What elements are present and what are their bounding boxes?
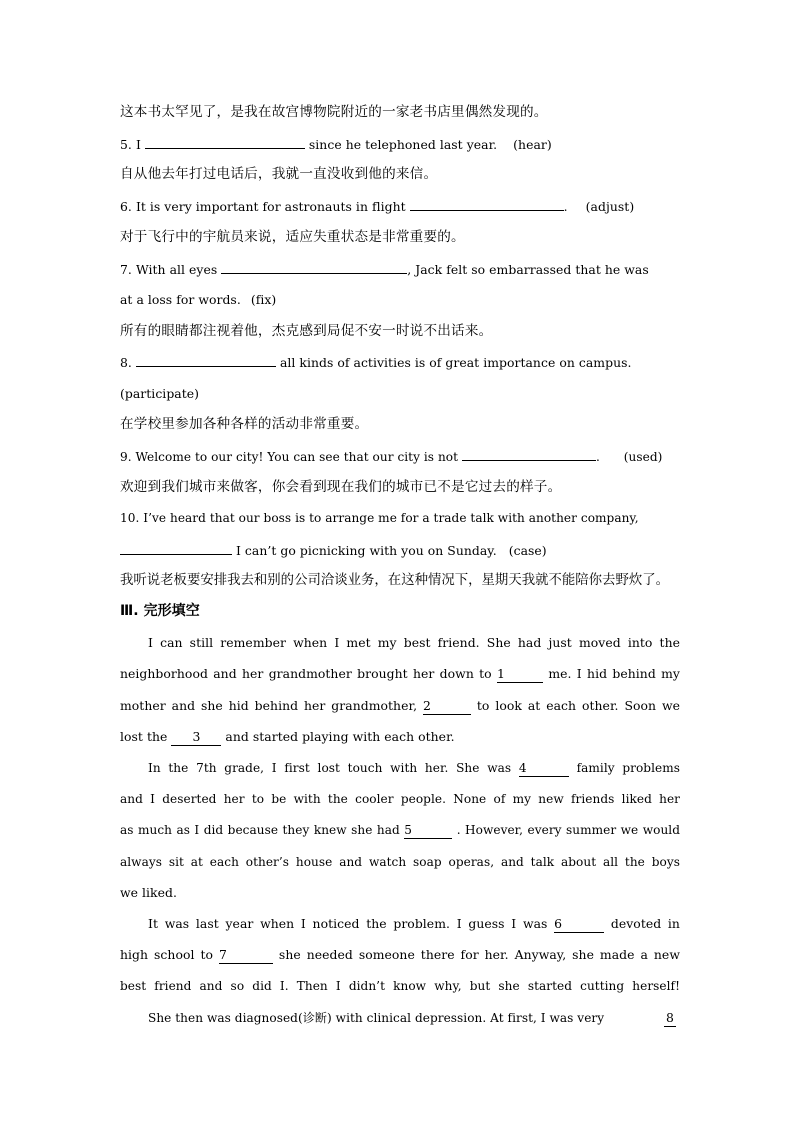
cloze-blank-6[interactable]: 6 bbox=[554, 916, 604, 933]
item-6-translation: 对于飞行中的宇航员来说，适应失重状态是非常重要的。 bbox=[120, 229, 465, 245]
passage-line bbox=[148, 760, 680, 777]
item-number: 9. bbox=[120, 450, 132, 464]
passage-line: best friend and so did I. Then I didn’t know why, but she started cutting herself! bbox=[120, 979, 680, 993]
item-8-hint: (participate) bbox=[120, 386, 200, 401]
passage-line bbox=[120, 947, 680, 964]
item-suffix: . bbox=[595, 450, 600, 464]
passage-text: family problems bbox=[576, 761, 680, 775]
item-number: 10. bbox=[120, 511, 140, 525]
passage-line: I can still remember when I met my best friend. She had just moved into the bbox=[148, 635, 680, 650]
item-number: 6. bbox=[120, 199, 132, 214]
item-prefix: Welcome to our city! You can see that our city is not bbox=[135, 450, 459, 464]
item-hint: (hear) bbox=[513, 137, 552, 152]
item-hint: (fix) bbox=[250, 292, 277, 307]
passage-text: In the 7th grade, I first lost touch with her. She was bbox=[148, 761, 512, 775]
item-number: 8. bbox=[120, 355, 132, 370]
item-8-translation: 在学校里参加各种各样的活动非常重要。 bbox=[120, 416, 369, 432]
passage-text: and started playing with each other. bbox=[225, 729, 455, 744]
answer-blank[interactable] bbox=[145, 136, 305, 149]
cloze-blank-8[interactable] bbox=[664, 1010, 678, 1027]
cloze-blank-7[interactable]: 7 bbox=[219, 947, 273, 964]
cloze-blank-5[interactable]: 5 bbox=[404, 822, 452, 839]
passage-text: high school to bbox=[120, 947, 213, 962]
cloze-blank-4[interactable]: 4 bbox=[519, 760, 569, 777]
passage-line bbox=[120, 666, 680, 683]
item-5-sentence bbox=[120, 136, 680, 153]
passage-line: we liked. bbox=[120, 885, 177, 900]
answer-blank[interactable] bbox=[462, 448, 596, 461]
item-10-sentence bbox=[120, 510, 680, 526]
section-title: Ⅲ. 完形填空 bbox=[120, 603, 200, 619]
cloze-blank-1[interactable]: 1 bbox=[497, 666, 543, 683]
passage-text: me. I hid behind my bbox=[548, 666, 680, 681]
passage-text: mother and she hid behind her grandmother, bbox=[120, 698, 418, 713]
cloze-blank-3[interactable]: 3 bbox=[171, 729, 221, 746]
answer-blank[interactable] bbox=[120, 542, 232, 555]
item-suffix: all kinds of activities is of great importance on campus. bbox=[279, 355, 632, 370]
passage-line bbox=[148, 1010, 680, 1026]
cloze-blank-8-number: 8 bbox=[664, 1010, 676, 1027]
passage-text: she needed someone there for her. Anyway, she made a new bbox=[278, 947, 680, 962]
item-continuation: at a loss for words. bbox=[120, 292, 241, 307]
item-suffix: . bbox=[563, 199, 568, 214]
passage-text: neighborhood and her grandmother brought her down to bbox=[120, 666, 492, 681]
item-9-translation: 欢迎到我们城市来做客，你会看到现在我们的城市已不是它过去的样子。 bbox=[120, 479, 562, 495]
passage-text: devoted in bbox=[610, 916, 680, 931]
answer-blank[interactable] bbox=[221, 261, 407, 274]
item-prefix: I bbox=[135, 137, 141, 152]
item-10-line2 bbox=[120, 542, 680, 559]
passage-text: It was last year when I noticed the problem. I guess I was bbox=[148, 916, 548, 931]
passage-text: as much as I did because they knew she had bbox=[120, 823, 400, 837]
item-7-line2 bbox=[120, 292, 680, 308]
item-prefix: I’ve heard that our boss is to arrange me for a trade talk with another company, bbox=[143, 511, 639, 525]
passage-line bbox=[120, 729, 680, 746]
item-prefix: With all eyes bbox=[135, 262, 218, 277]
passage-text: She then was diagnosed(诊断) with clinical depression. At first, I was very bbox=[148, 1011, 605, 1025]
passage-text: to look at each other. Soon we bbox=[476, 698, 680, 713]
item-10-translation: 我听说老板要安排我去和别的公司洽谈业务，在这种情况下，星期天我就不能陪你去野炊了。 bbox=[120, 573, 670, 588]
item-number: 5. bbox=[120, 137, 132, 152]
answer-blank[interactable] bbox=[136, 354, 276, 367]
passage-text: lost the bbox=[120, 729, 168, 744]
passage-line bbox=[120, 822, 680, 839]
item-6-sentence bbox=[120, 198, 680, 215]
item-hint: (case) bbox=[508, 543, 547, 558]
item-prefix: It is very important for astronauts in flight bbox=[135, 199, 406, 214]
item-suffix: I can’t go picnicking with you on Sunday. bbox=[236, 543, 497, 558]
answer-blank[interactable] bbox=[410, 198, 564, 211]
item-8-sentence bbox=[120, 354, 680, 371]
item-5-translation: 自从他去年打过电话后，我就一直没收到他的来信。 bbox=[120, 166, 438, 182]
intro-translation: 这本书太罕见了，是我在故宫博物院附近的一家老书店里偶然发现的。 bbox=[120, 104, 548, 120]
cloze-blank-2[interactable]: 2 bbox=[423, 698, 471, 715]
passage-text: . However, every summer we would bbox=[456, 823, 680, 837]
item-7-translation: 所有的眼睛都注视着他，杰克感到局促不安一时说不出话来。 bbox=[120, 323, 493, 339]
passage-line: always sit at each other’s house and watch soap operas, and talk about all the boys bbox=[120, 855, 680, 869]
item-7-sentence bbox=[120, 261, 680, 278]
item-9-sentence bbox=[120, 448, 680, 465]
passage-line: and I deserted her to be with the cooler people. None of my new friends liked her bbox=[120, 792, 680, 806]
passage-line bbox=[120, 698, 680, 715]
item-suffix: since he telephoned last year. bbox=[308, 137, 498, 152]
item-hint: (adjust) bbox=[585, 199, 635, 214]
passage-line bbox=[148, 916, 680, 933]
item-hint: (used) bbox=[623, 450, 663, 464]
item-suffix: , Jack felt so embarrassed that he was bbox=[407, 262, 649, 277]
item-number: 7. bbox=[120, 262, 132, 277]
